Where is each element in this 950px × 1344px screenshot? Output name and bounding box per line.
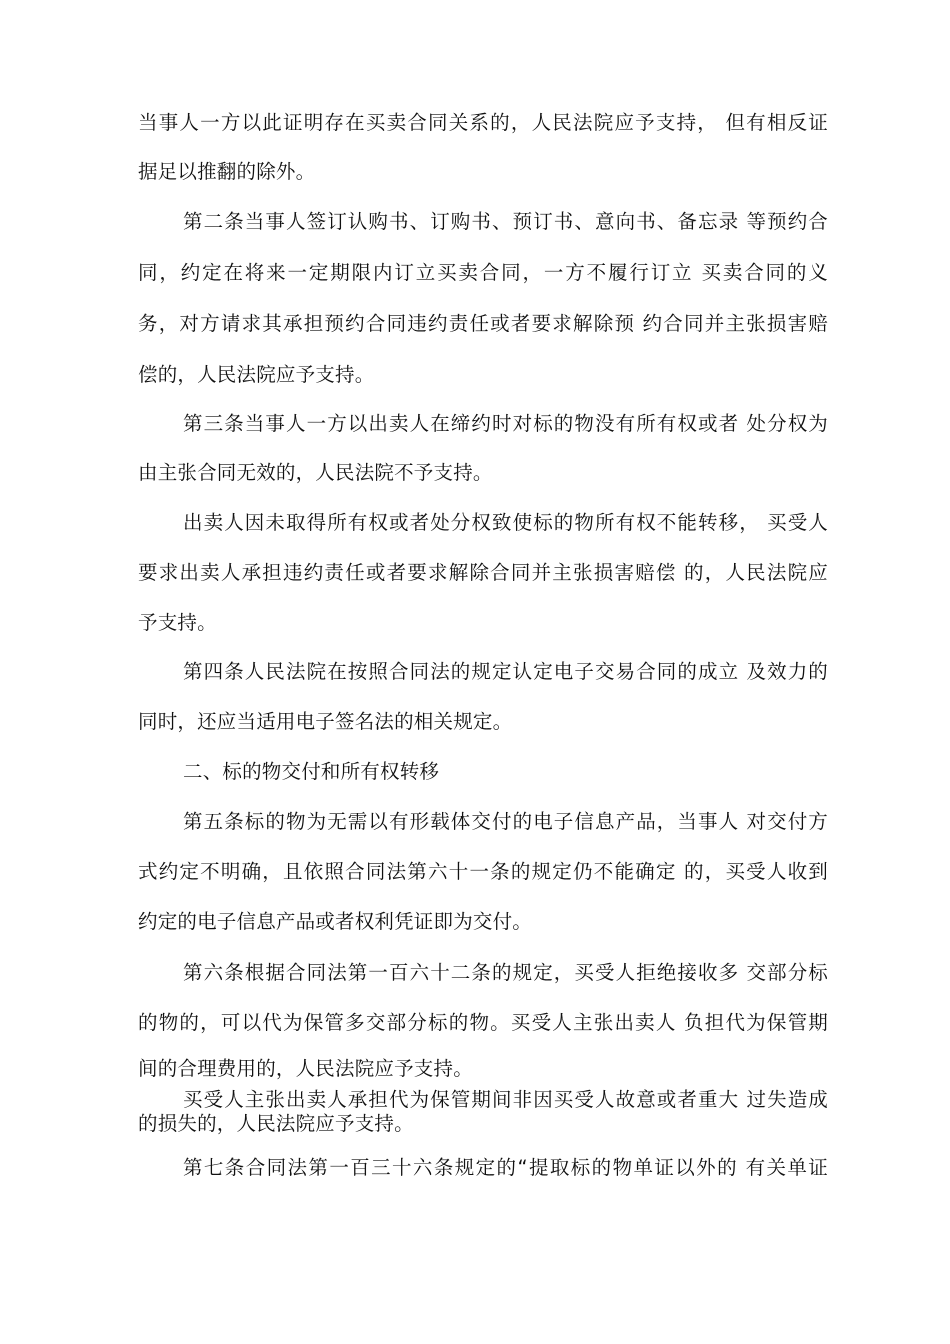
text-line: 式约定不明确，且依照合同法第六十一条的规定仍不能确定 的，买受人收到	[138, 860, 828, 883]
text-line: 第七条合同法第一百三十六条规定的“提取标的物单证以外的 有关单证	[183, 1156, 828, 1179]
text-line: 第三条当事人一方以出卖人在缔约时对标的物没有所有权或者 处分权为	[183, 412, 828, 435]
text-line: 偿的，人民法院应予支持。	[138, 363, 375, 386]
text-line: 间的合理费用的，人民法院应予支持。	[138, 1057, 473, 1080]
text-line: 同，约定在将来一定期限内订立买卖合同，一方不履行订立 买卖合同的义	[138, 261, 828, 284]
text-line: 同时，还应当适用电子签名法的相关规定。	[138, 710, 513, 733]
text-line: 出卖人因未取得所有权或者处分权致使标的物所有权不能转移， 买受人	[183, 511, 828, 534]
text-line: 买受人主张出卖人承担代为保管期间非因买受人故意或者重大 过失造成	[183, 1088, 828, 1111]
text-line: 约定的电子信息产品或者权利凭证即为交付。	[138, 910, 533, 933]
text-line: 的物的，可以代为保管多交部分标的物。买受人主张出卖人 负担代为保管期	[138, 1011, 828, 1034]
section-heading: 二、标的物交付和所有权转移	[183, 760, 440, 783]
text-line: 第四条人民法院在按照合同法的规定认定电子交易合同的成立 及效力的	[183, 660, 828, 683]
text-line: 第五条标的物为无需以有形载体交付的电子信息产品，当事人 对交付方	[183, 810, 828, 833]
text-line: 据足以推翻的除外。	[138, 160, 316, 183]
text-line: 当事人一方以此证明存在买卖合同关系的，人民法院应予支持， 但有相反证	[138, 111, 828, 134]
text-line: 第二条当事人签订认购书、订购书、预订书、意向书、备忘录 等预约合	[183, 210, 828, 233]
text-line: 要求出卖人承担违约责任或者要求解除合同并主张损害赔偿 的，人民法院应	[138, 561, 828, 584]
text-line: 务，对方请求其承担预约合同违约责任或者要求解除预 约合同并主张损害赔	[138, 312, 828, 335]
text-line: 的损失的，人民法院应予支持。	[138, 1112, 414, 1135]
text-line: 予支持。	[138, 611, 217, 634]
text-line: 第六条根据合同法第一百六十二条的规定，买受人拒绝接收多 交部分标	[183, 961, 828, 984]
text-line: 由主张合同无效的，人民法院不予支持。	[138, 461, 493, 484]
